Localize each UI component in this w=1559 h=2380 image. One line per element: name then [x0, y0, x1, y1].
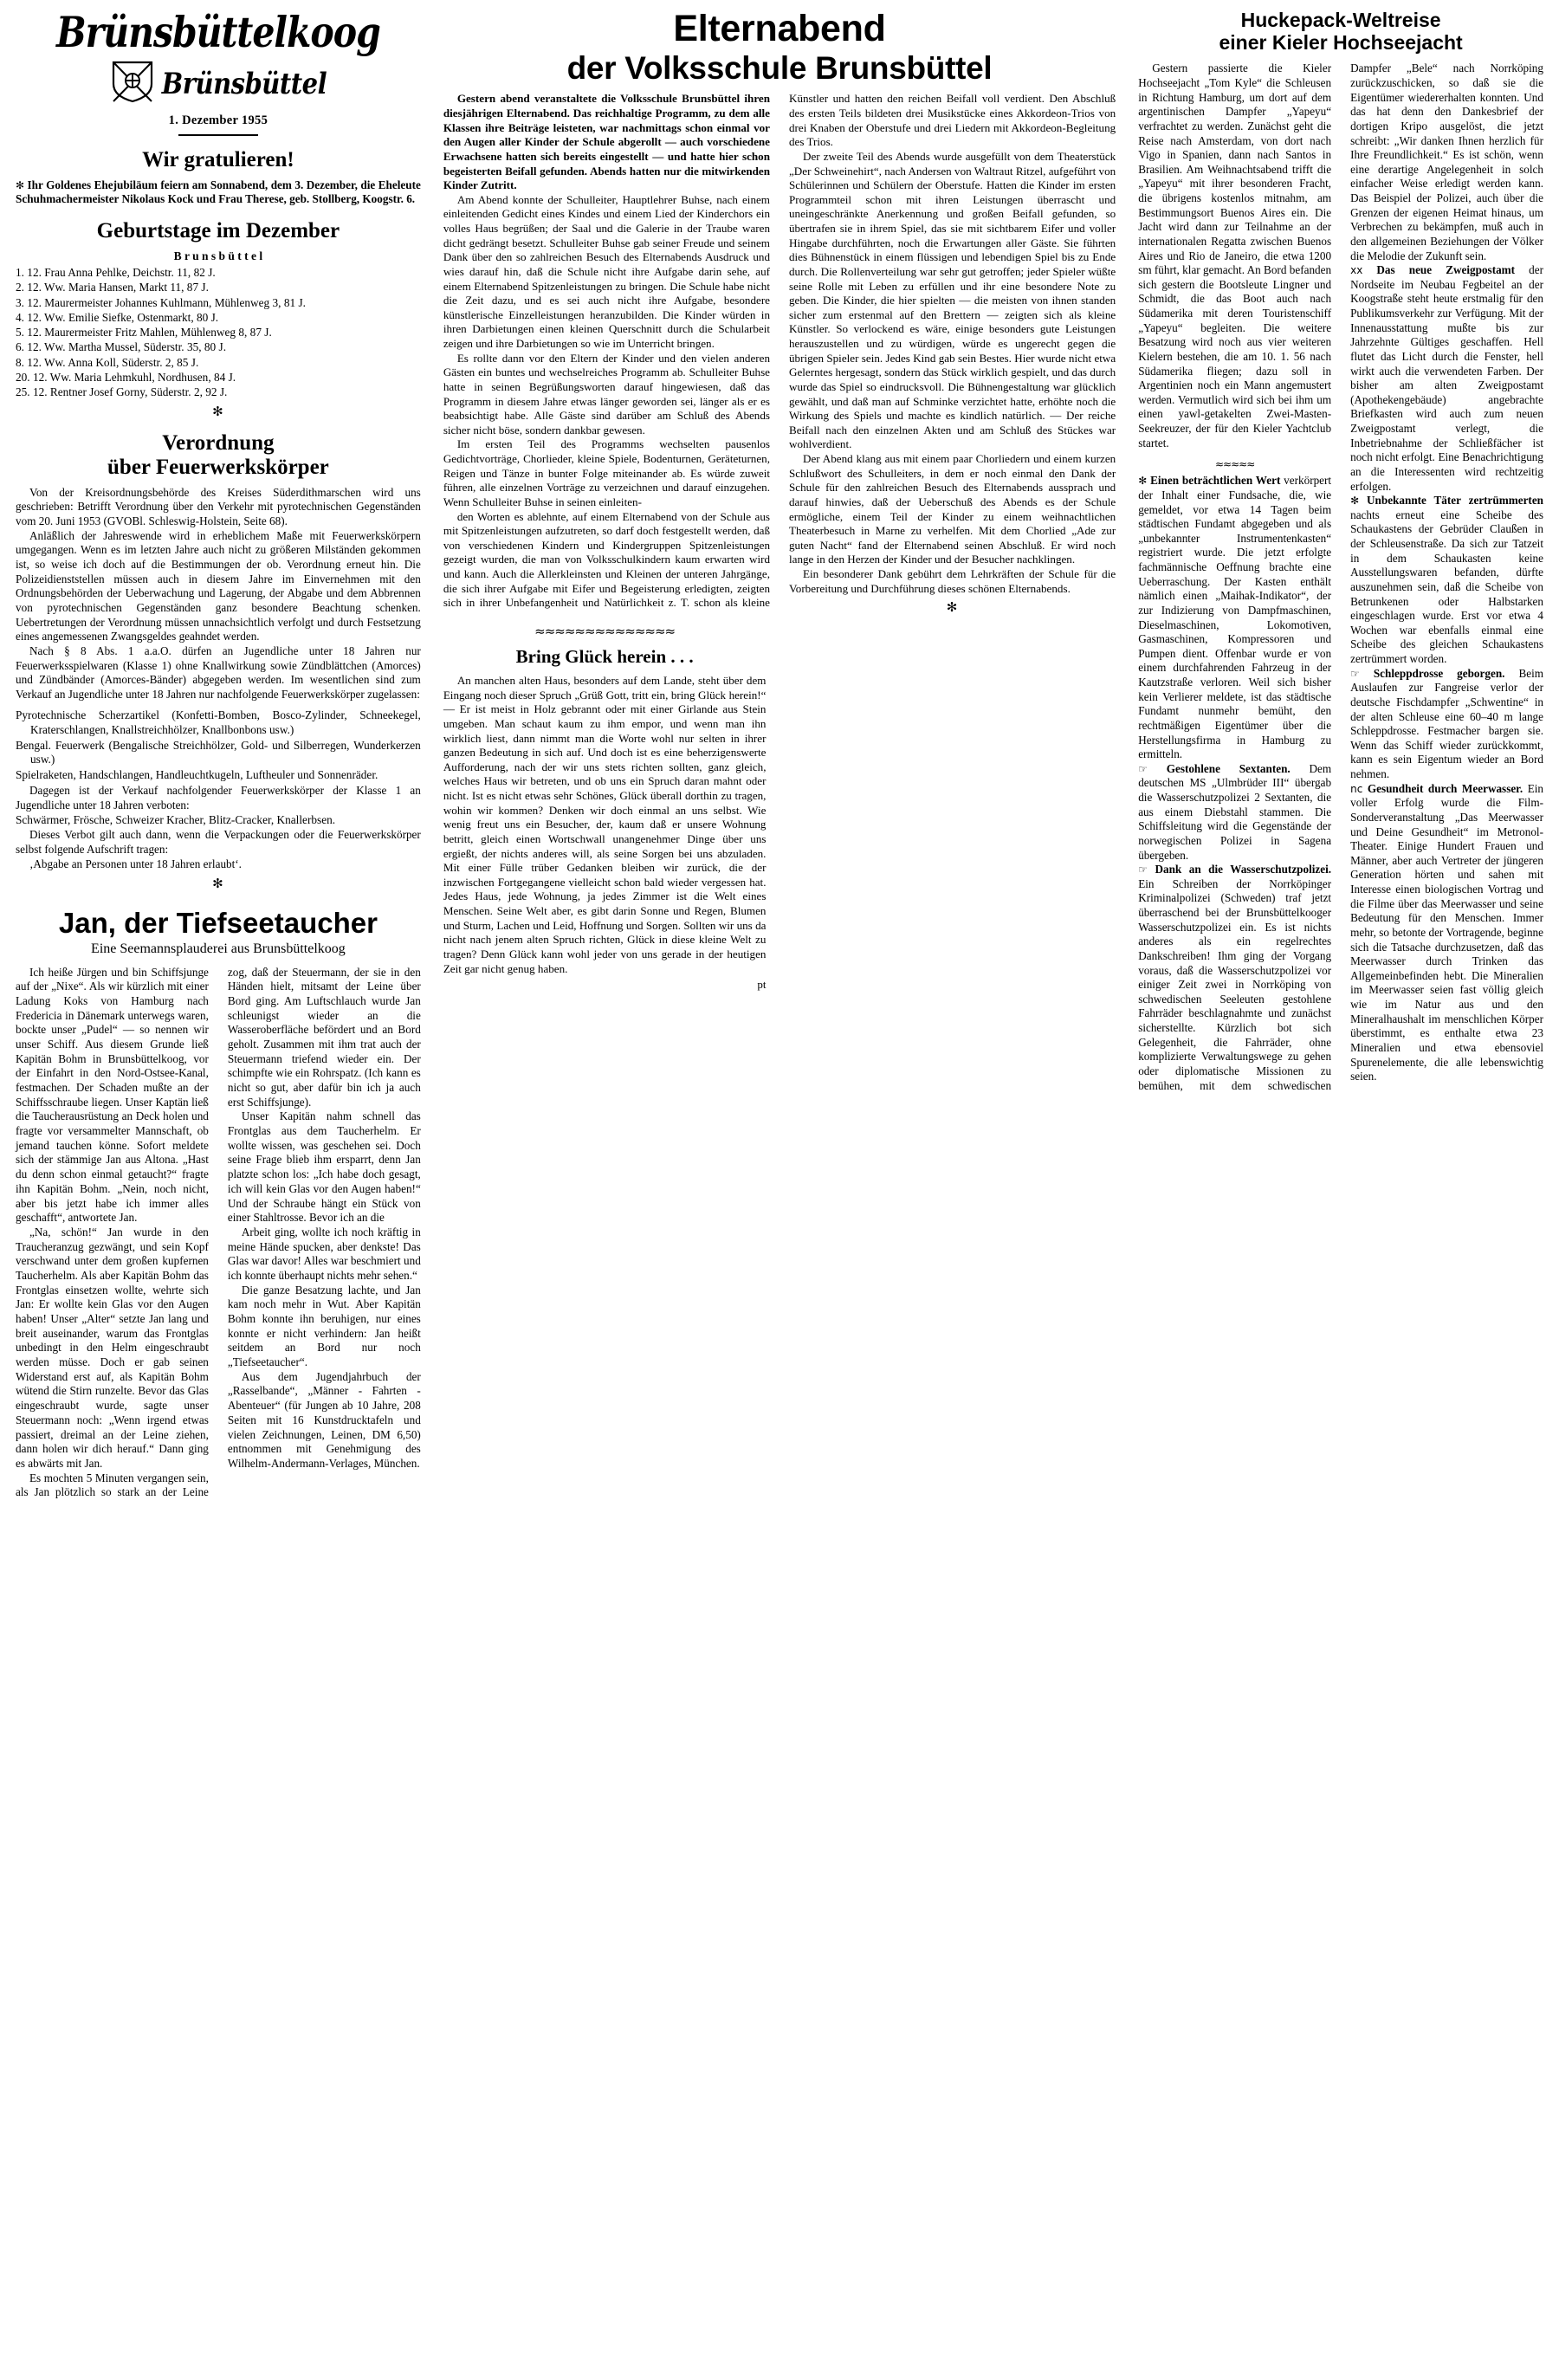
right-article-body — [1138, 61, 1543, 1093]
list-item: 2. 12. Ww. Maria Hansen, Markt 11, 87 J. — [16, 281, 209, 294]
fireworks-p4: Dagegen ist der Verkauf nachfolgender Feuerwerkskörper der Klasse 1 an Jugendliche unter 18 Jahren verboten: — [16, 784, 421, 812]
jan-para: Unser Kapitän nahm schnell das Frontglas aus dem Taucherhelm. Er wollte wissen, was geschehen sei. Doch seine Frage blieb ihm ersparrt, denn Jan platzte schon los: „Ich habe doch gesagt, ich will kein Glas vor den Augen haben!“ Und der Schraube hängt ein Stück von einer Stahltrosse. Bevor ich an die — [227, 1109, 421, 1225]
fireworks-heading-line2: über Feuerwerkskörper — [107, 455, 329, 479]
main-headline-line1: Elternabend — [673, 8, 886, 49]
pointing-hand-icon: ☞ — [1138, 762, 1148, 775]
congratulations-body: Ihr Goldenes Ehejubiläum feiern am Sonnabend, dem 3. Dezember, die Eheleute Schuhmachermeister Nikolaus Kock und Frau Therese, geb. Stollberg, Koogstr. 6. — [16, 178, 421, 206]
fundsache-lead: Einen beträchtlichen Wert — [1150, 474, 1281, 488]
sextanten-text: Dem deutschen MS „Ulmbrüder III“ übergab die Wasserschutzpolizei 2 Sextanten, die aus einem Diebstahl stammen. Die Schiffsleitung wird die Gegenstände der norwegischen Polizei in Sagena übergeben. — [1138, 761, 1332, 862]
yacht-para: Gestern passierte die Kieler Hochseejacht „Tom Kyle“ die Schleusen in Richtung Hamburg, um dort auf dem argentinischen Dampfer „Yapeyu“ verfrachtet zu werden. Zunächst geht die Reise nach Amsterdam, von dort nach Vigo in Spanien, dann nach Santos in Brasilien. Am Weihnachtsabend trifft die „Yapeyu“ mit ihrer besonderen Fracht, die übrigens kostenlos mitnahm, am Bestimmungsort Buenos Aires ein. Die Jacht wird dann zur Teilnahme an der internationalen Regatta zwischen Buenos Aires und Rio de Janeiro, die etwa 1200 sm führt, klar gemacht. An Bord befanden sich gestern die Bootsleute Lingner und Schmidt, die das Boot auch nach Südamerika mit deren Touristenschiff „Yapeyu“ begleiten. Die weitere Besatzung wird noch aus vier weiteren Kielern bestehen, die am 10. 1. 56 nach Südamerika fliegen; dazu soll in Argentinien noch ein Mann angemustert werden. Vermutlich wird sich bei ihm um einen yawl-getakelten Zwei-Masten-Seekreuzer, der für den Kieler Yachtclub startet. — [1138, 61, 1332, 449]
fireworks-item: Spielraketen, Handschlangen, Handleuchtkugeln, Luftheuler und Sonnenräder. — [16, 768, 378, 782]
meerwasser-text: Ein voller Erfolg wurde die Film-Sonderveranstaltung „Das Meerwasser und Deine Gesundheit“ im Metronol-Theater. Einige Hundert Frauen und Männer, aber auch Vertreter der jüngeren Generation hörten und sahen mit Interesse einen biologischen Vortrag und die Filme über das Meerwasser und seine Bedeutung für den Menschen. Immer mehr, so betonte der Vortragende, beginne sich die Tatsache durchzusetzen, daß das Meerwasser durch Trinken das Allgemeinbefinden hebt. Die Mineralien im Meerwasser seien fast völlig gleich wie im Natur aus und den Mineralhaushalt im menschlichen Körper überstimmt, es enthalte etwa 23 Mineralien und etwa ebensoviel Spurenelemente, die alle lebenswichtig seien. — [1350, 781, 1544, 1083]
snowflake-icon: ✻ — [16, 178, 25, 191]
taeter-para — [1350, 494, 1543, 667]
fireworks-p3: Nach § 8 Abs. 1 a.a.O. dürfen an Jugendliche unter 18 Jahren nur Feuerwerksspielwaren (Klasse 1) ohne Knallwirkung sowie Zündblättchen (Amorces) und Zündbänder (Amorces-Bänder) abgegeben werden. Im wesentlichen sind zum Verkauf an Jugendliche unter 18 Jahren nur nachfolgende Feuerwerkskörper zugelassen: — [16, 644, 421, 702]
elternabend-para: Es rollte dann vor den Eltern der Kinder und den vielen anderen Gästen ein buntes und wechselreiches Programm ab. Schulleiter Buhse hatte in seinen Begrüßungsworten darauf hingewiesen, daß das Programm in diesem Jahre etwas länger geworden sei, länger als er es beabsichtigt habe. Alle Gäste sind darüber am Schluß des Abends sicher nicht böse, sondern dankbar gewesen. — [443, 351, 770, 437]
dank-lead: Dank an die Wasserschutzpolizei. — [1155, 863, 1332, 876]
bullet-icon: nc — [1350, 782, 1363, 795]
list-item: 6. 12. Ww. Martha Mussel, Süderstr. 35, 80 J. — [16, 340, 227, 354]
main-headline-line2: der Volksschule Brunsbüttel — [566, 50, 993, 87]
snowflake-icon: ✻ — [1350, 495, 1360, 508]
coat-of-arms-icon — [110, 60, 155, 103]
schlepptrosse-text: Beim Auslaufen zur Fangreise verlor der deutsche Fischdampfer „Schwentine“ in der alten Schleuse eine 60–40 m lange Schleppdrosse. Festmacher bargen sie. Wenn das Schiff wieder zurückkommt, kann es sein Eigentum wieder an Bord nehmen. — [1350, 666, 1544, 781]
left-column — [16, 9, 421, 2380]
schlepptrosse-lead: Schleppdrosse geborgen. — [1373, 666, 1505, 680]
jan-para: Arbeit ging, wollte ich noch kräftig in meine Hände spucken, aber denkste! Das Glas war davor! Alles war beschmiert und ich konnte überhaupt nichts mehr sehen.“ — [227, 1225, 421, 1282]
meerwasser-lead: Gesundheit durch Meerwasser. — [1367, 781, 1523, 795]
birthdays-place: B r u n s b ü t t e l — [173, 249, 263, 262]
yacht-headline-line1: Huckepack-Weltreise — [1240, 9, 1441, 31]
right-column — [1138, 9, 1543, 2380]
jan-article-body — [16, 966, 421, 1500]
sextanten-lead: Gestohlene Sextanten. — [1166, 761, 1291, 775]
list-item: 8. 12. Ww. Anna Koll, Süderstr. 2, 85 J. — [16, 355, 199, 369]
glueck-title: Bring Glück herein . . . — [515, 646, 694, 668]
elternabend-para: Der zweite Teil des Abends wurde ausgefüllt von dem Theaterstück „Der Schweinehirt“, nach Andersen von Waltraut Ritzel, aufgeführt von Schülerinnen und Schülern der Oberstufe. Hatten die Kinder im ersten Programmteil schon mit ihren Leistungen überrascht und uneingeschränkte Anerkennung und großen Beifall gefunden, so übertrafen sie in ihrem Spiel, das sie mit sichtbarem Eifer und voller Hingabe durchführten, noch die Erwartungen aller Gäste. Sie führten dies Bühnenstück in einem flüssigen und lebendigen Spiel bis zu Ende durch. Die Rollenverteilung war sehr gut getroffen; jeder Spieler wüßte seine Rolle mit Leben zu erfüllen und ihr eine besondere Note zu geben. Die Kinder, die hier spielten — die meisten von ihnen standen sicher zum erstenmal auf den Brettern — zeigten sich als kleine Künstler. So verlockend es wäre, einige besonders gute Leistungen herauszustellen und zu würdigen, würde es ungerecht gegen die übrigen Spieler sein. Jedes Kind gab sein Bestes. Hier wurde nicht etwa Gelerntes hergesagt, sondern das Stück wirklich gespielt, und das durch wurde das Spiel so eindrucksvoll. Die Bühnengestaltung war glücklich gewählt, und daß man auf Schminke verzichtet hatte, erhöhte noch die Wirkung des Spiels und machte es kindlich natürlich. — Der reiche Beifall nach den einzelnen Akten und am Schluß des Stückes war wohlverdient. — [789, 149, 1116, 451]
list-item: 3. 12. Maurermeister Johannes Kuhlmann, Mühlenweg 3, 81 J. — [16, 295, 306, 309]
list-item: 4. 12. Ww. Emilie Siefke, Ostenmarkt, 80 J. — [16, 310, 219, 324]
glueck-signature: pt — [757, 978, 767, 992]
fireworks-p2: Anläßlich der Jahreswende wird in erheblichem Maße mit Feuerwerkskörpern umgegangen. Wenn es im letzten Jahre auch nicht zu größeren Milständen gekommen ist, so weise ich doch auf die Bestimmungen der ob. Verordnung erneut hin. Die Polizeidienststellen müssen auch in diesem Jahre im Einvernehmen mit den Ordnungsbehörden der Ueberwachung und Lagerung, der Abgabe und dem Abbrennen von pyrotechnischen Gegenständen ganz besondere Beachtung schenken. Uebertretungen der Verordnung müssen unnachsichtlich verfolgt und durch Festsetzung eines angemessenen Zwangsgeldes geahndet werden. — [16, 528, 421, 644]
fireworks-item: Schwärmer, Frösche, Schweizer Kracher, Blitz-Cracker, Knallerbsen. — [16, 812, 336, 826]
fireworks-p5: Dieses Verbot gilt auch dann, wenn die Verpackungen oder die Feuerwerkskörper selbst folgende Aufschrift tragen: — [16, 828, 421, 857]
pointing-hand-icon: xx — [1350, 264, 1363, 277]
main-headline — [443, 9, 1116, 86]
section-divider-star: ✻ — [212, 404, 224, 419]
sextanten-para — [1138, 762, 1331, 863]
congratulations-heading: Wir gratulieren! — [142, 147, 294, 171]
list-item: 1. 12. Frau Anna Pehlke, Deichstr. 11, 82 J. — [16, 265, 216, 279]
taeter-text: nachts erneut eine Scheibe des Schaukastens der Gebrüder Claußen in der Schleusenstraße. Da sich zur Tatzeit in dem Schaukasten keine Ausstellungswaren befanden, dürfte auszunehmen sein, daß die Scheibe von Betrunkenen oder Halbstarken eingeschlagen wurde. Erst vor etwa 4 Wochen war ebenfalls einmal eine Scheibe des gleichen Schaukastens zertrümmert worden. — [1350, 508, 1543, 666]
jan-para: Ich heiße Jürgen und bin Schiffsjunge auf der „Nixe“. Als wir kürzlich mit einer Ladung Koks von Hamburg nach Fredericia in Dänemark unterwegs waren, bockte unser „Pudel“ — so nennen wir unser Schiff. Aus diesem Grunde ließ Kapitän Bohm in Brunsbüttelkoog, vor der Einfahrt in den Nord-Ostsee-Kanal, festmachen. Der Schaden mußte an der Schiffsschraube liegen. Unser Kaptän ließ die Taucherausrüstung an Deck holen und fragte vor versammelter Mannschaft, ob jemand tauchen könne. Sofort meldete sich der stämmige Jan aus Altona. „Hast du denn schon einmal getaucht?“ fragte ihn Kapitän Bohm. „Nein, noch nicht, aber bis jetzt habe ich immer alles geschafft“, antwortete Jan. — [16, 965, 209, 1225]
list-item: 20. 12. Ww. Maria Lehmkuhl, Nordhusen, 84 J. — [16, 370, 236, 384]
congratulations-text — [16, 178, 421, 207]
wave-divider: ≈≈≈≈≈≈≈≈≈≈≈≈≈≈ — [534, 624, 676, 640]
elternabend-para: Im ersten Teil des Programms wechselten pausenlos Gedichtvorträge, Chorlieder, kleine Spiele, Bodenturnen, Geräteturnen, Reigen und Tänze in bunter Folge miteinander ab. Es würde zuweit führen, alle einzelnen Vorträge zu verzeichnen und darauf einzugehen. Wenn Schulleiter Buhse in seinen einleiten- — [443, 437, 770, 508]
section-divider-star: ✻ — [212, 876, 224, 891]
list-item: 5. 12. Maurermeister Fritz Mahlen, Mühlenweg 8, 87 J. — [16, 326, 272, 340]
fireworks-p1: Von der Kreisordnungsbehörde des Kreises Süderdithmarschen wird uns geschrieben: Betrifft Verordnung über den Verkehr mit pyrotechnischen Gegenständen vom 20. Juni 1953 (GVOBl. Schleswig-Holstein, Seite 68). — [16, 485, 421, 527]
elternabend-para: Am Abend konnte der Schulleiter, Hauptlehrer Buhse, nach einem einleitenden Gedicht eines Kindes und einem Lied der Kinderchors ein volles Haus begrüßen; der Saal und die Galerie in der Traube waren dicht gedrängt besetzt. Schulleiter Buhse gab seiner Freude und seinem Dank über den so zahlreichen Besuch des Elternabends Ausdruck und wies darauf hin, daß die Schule nicht ihre Aufgabe darin sehe, auf einem Elternabend Spitzenleistungen zu bringen. Die Schule habe nicht die Zeit dazu, und es sei auch nicht ihre Aufgabe, besondere künstlerische Einzelleistungen heranzubilden. Die Kinder würden in ihren Darbietungen einen kleinen Querschnitt durch die Schularbeit zeigen und ihre Darbietungen so wie im Unterricht bringen. — [443, 192, 770, 351]
yacht-headline — [1138, 9, 1543, 54]
taeter-lead: Unbekannte Täter zertrümmerten — [1367, 494, 1544, 508]
jan-title: Jan, der Tiefseetaucher — [58, 906, 378, 939]
elternabend-lead: Gestern abend veranstaltete die Volksschule Brunsbüttel ihren diesjährigen Elternabend. Das reichhaltige Programm, zu dem alle Klassen ihre Beiträge leisteten, war nachmittags schon einmal vor den Augen aller Kinder der Schule abgerollt — auch vorschiedene Erwachsene hatten sich bereits eingestellt — und hatte hier schon begeisterten Beifall gefunden. Abends hatten nur die mitwirkenden Kinder Zutritt. — [443, 92, 770, 192]
fundsache-text: verkörpert der Inhalt einer Fundsache, die, wie gemeldet, vor etwa 14 Tagen beim städtischen Fundamt abgegeben und als „unbekannter Instrumentenkasten“ registriert wurde. Die jetzt erfolgte fachmännische Oeffnung brachte eine Ueberraschung. Der Kasten enthält nämlich einen „Maihak-Indikator“, der zur Indizierung von Dampfmaschinen, Dieselmaschinen, Lokomotiven, Gasmaschinen, Kompressoren und Pumpen dient. Offenbar wurde er von einem durchfahrenden Fahrzeug in der Kautzstraße verloren. Weil sich bisher kein Verlierer meldete, ist das städtische Fundamt nunmehr bemüht, den rechtmäßigen Eigentümer über die Herstellungsfirma in Hamburg zu ermitteln. — [1138, 474, 1332, 761]
elternabend-para: den Worten es ablehnte, auf einem Elternabend von der Schule aus mit Spitzenleistungen aufzutreten, so darf doch festgestellt werden, daß von verschiedenen Kindern und Kindergruppen Spitzenleistungen gezeigt wurden, die man von Volksschulkindern kaum erwarten wird und kann. Auch die Allerkleinsten und Kleinen der unteren Jahrgänge, die sich ihrer Aufgabe mit Eifer und Begeisterung erledigten, zeigten sich in ihrer Unbefangenheit und Natürlichkeit z. T. schon als kleine Künstler und hatten den reichen Beifall voll verdient. Den Abschluß des ersten Teils bildeten drei Musikstücke eines Akkordeon-Trios von drei Knaben der Oberstufe und drei Liedern mit Akkordeon-Begleitung des Trios. — [443, 92, 1116, 610]
masthead-title: Brünsbüttelkoog — [56, 8, 380, 57]
masthead-date: 1. Dezember 1955 — [168, 113, 268, 127]
middle-column — [443, 9, 1116, 2380]
birthdays-heading: Geburtstage im Dezember — [96, 218, 340, 243]
elternabend-article-body — [443, 92, 1116, 616]
pointing-hand-icon: ☞ — [1138, 863, 1148, 876]
fireworks-item: Pyrotechnische Scherzartikel (Konfetti-Bomben, Bosco-Zylinder, Schneekegel, Kraterschlangen, Knallstreichhölzer, Knallbonbons usw.) — [16, 708, 421, 736]
fundsache-para — [1138, 474, 1331, 762]
yacht-headline-line2: einer Kieler Hochseejacht — [1219, 31, 1463, 55]
elternabend-para: Ein besonderer Dank gebührt dem Lehrkräften der Schule für die Vorbereitung und Durchführung dieses schönen Elternabends. — [789, 567, 1116, 595]
birthdays-list — [16, 265, 421, 400]
jan-para: Die ganze Besatzung lachte, und Jan kam noch mehr in Wut. Aber Kapitän Bohm konnte ihn beruhigen, nur eines konnte er nicht verhindern: Jan heißt seitdem an Bord nur noch „Tiefseetaucher“. — [227, 1283, 421, 1369]
postamt-text: der Nordseite im Neubau Fegbeitel an der Koogstraße steht heute erstmalig für den Publikumsverkehr zur Verfügung. Mit der Innenausstattung mußte bis zur Jahrzehnte Gültiges geschaffen. Hell flutet das Licht durch die Fenster, hell wirkt auch die verwendeten Farben. Der bisher am alten Zweigpostamt (Apothekengebäude) angebrachte Briefkasten wird auch zum neuen Zweigpostamt verlegt, die Inbetriebnahme der Schließfächer ist noch nicht erfolgt. Eine Benachrichtigung an die Interessenten wird rechtzeitig erfolgen. — [1350, 263, 1543, 493]
postamt-para — [1350, 263, 1543, 494]
fireworks-p6: ‚Abgabe an Personen unter 18 Jahren erlaubt‘. — [29, 857, 242, 870]
wave-divider: ≈≈≈≈≈ — [1215, 458, 1255, 471]
postamt-lead: Das neue Zweigpostamt — [1376, 263, 1516, 277]
masthead — [16, 8, 421, 136]
fireworks-item: Bengal. Feuerwerk (Bengalische Streichhölzer, Gold- und Silberregen, Wunderkerzen usw.) — [16, 738, 421, 766]
pointing-hand-icon: ☞ — [1350, 667, 1360, 680]
fireworks-heading-line1: Verordnung — [162, 430, 275, 455]
meerwasser-para — [1350, 782, 1543, 1084]
section-divider-star: ✻ — [946, 601, 959, 616]
dank-text: Ein Schreiben der Norrköpinger Kriminalpolizei (Schweden) traf jetzt überraschend bei der Brunsbüttelkooger Wasserschutzpolizei ein. Es ist nichts anderes als ein regelrechtes Dankschreiben! Ihm ging der Vorgang voraus, daß die Wasserschutzpolizei vor einiger Zeit zwei in Norrköping von schwedischen Seeleuten gestohlene Fahrräder beschlagnahmte und zunächst sicherstellte. Kürzlich bot sich Gelegenheit, die Fahrräder, ohne komplizierte Verwaltungswege zu gehen oder diplomatische Missionen zu bemühen, mit dem schwedischen Dampfer „Bele“ nach Norrköping zurückzuschicken, so daß sie die Eigentümer wiedererhalten konnten. Und das hat denn den Dankesbrief der dortigen Kripo ausgelöst, die jetzt schreibt: „Wir danken Ihnen herzlich für Ihre Freundlichkeit.“ Es ist schön, wenn eine derartige Angelegenheit in solch einfacher Weise erledigt werden kann. Das Beispiel der Polizei, auch über die Grenzen der eigenen Heimat hinaus, um Verbrechen zu bekämpfen, muß auch in den allgemeinen Beziehungen der Völker die Melodie der Zukunft sein. — [1138, 61, 1543, 1092]
list-item: 25. 12. Rentner Josef Gorny, Süderstr. 2, 92 J. — [16, 385, 228, 399]
jan-para: Es mochten 5 Minuten vergangen sein, als Jan plötzlich so stark an der Leine zog, daß der Steuermann, der sie in den Händen hielt, mitsamt der Leine über Bord ging. Am Luftschlauch wurde Jan schleunigst wieder an die Wasseroberfläche befördert und an Bord geholt. Zusammen mit ihm trat auch der Steuermann triefend wieder ein. Der schimpfte wie ein Rohrspatz. (Ich kann es nicht so gut, aber dafür bin ich ja auch erst Schiffsjunge). — [16, 965, 421, 1499]
snowflake-icon: ✻ — [1138, 475, 1148, 488]
fireworks-heading — [16, 431, 421, 480]
elternabend-para: Der Abend klang aus mit einem paar Chorliedern und einem kurzen Schlußwort des Schulleiters, in dem er noch einmal den Dank der Schule für den zahlreichen Besuch des Elternabends aussprach und darauf hinwies, daß der Ueberschuß des Abends es der Schule ermögliche, einem Teil der Kinder zu einem weihnachtlichen Theaterbesuch in Marne zu verhelfen. Mit dem Chorlied „Ade zur guten Nacht“ fand der Elternabend seinen Abschluß. Er wird noch lange in den Herzen der Kinder und der Besucher nachklingen. — [789, 452, 1116, 566]
masthead-rule — [178, 134, 258, 136]
glueck-para: An manchen alten Haus, besonders auf dem Lande, steht über dem Eingang noch dieser Spruch „Grüß Gott, tritt ein, bring Glück herein!“ — Er ist meist in Holz gebrannt oder mit einer Girlande aus Stein umgeben. Man schaut kaum zu ihm empor, und wenn man ihn wirklich liest, dann nimmt man die Worte wohl nur selten in ihrer ganzen Bedeutung in sich auf. Und doch ist es eine beherzigenswerte Aufforderung, nach der wir uns stets richten sollten, ganz gleich, welches Haus wir betreten, und ob uns ein Spruch daran mahnt oder nicht. Ist es nicht etwas sehr Schönes, Glück überall dorthin zu tragen, wohin wir kommen? Denken wir doch einmal an uns selbst. Wie wenig freut uns ein Besucher, der, kaum daß er unsere Wohnung betritt, gleich einen Wortschwall unangenehmer Dinge über uns ergießt, der nichts anderes will, als seine Sorgen bei uns abzuladen. Mit einer Fülle trüber Gedanken bleiben wir zurück, die der inzwischen Fortgegangene vielleicht schon bald wieder vergessen hat. Jedes Haus, jede Wohnung, ja jedes Zimmer ist die Welt eines Menschen. Seine Welt aber, es gibt darin Sonne und Regen, Blumen und Sturm, Lachen und Leid, Hoffnung und Sorgen. Sollten wir uns da nicht nach jenem alten Spruch richten, Glück in diese kleine Welt zu tragen? Denn Glück kann wohl jeder von uns gerade in der heutigen Zeit gar nicht genug haben. — [443, 674, 767, 975]
masthead-subtitle: Brünsbüttel — [161, 67, 327, 101]
jan-para: Aus dem Jugendjahrbuch der „Rasselbande“, „Männer - Fahrten - Abenteuer“ (für Jungen ab 10 Jahre, 208 Seiten mit 16 Kunstdrucktafeln und vielen Zeichnungen, Leinen, DM 6,50) entnommen mit Genehmigung des Wilhelm-Andermann-Verlages, München. — [227, 1369, 421, 1470]
schlepptrosse-para — [1350, 667, 1543, 782]
masthead-crest-row — [16, 60, 421, 103]
jan-subtitle: Eine Seemannsplauderei aus Brunsbüttelkoog — [91, 941, 346, 956]
jan-para: „Na, schön!“ Jan wurde in den Traucheranzug gezwängt, und sein Kopf verschwand unter dem großen kupfernen Taucherhelm. Als aber Kapitän Bohm das Frontglas einsetzen wollte, wehrte sich Jan: Er wollte kein Glas vor den Augen haben! Unser „Alter“ setzte Jan lang und breit auseinander, warum das Frontglas unbedingt in den Helm eingeschraubt werden müsse. Doch er gab seinen Widerstand erst auf, als Kapitän Bohm wütend die Stirn runzelte. Bevor das Glas eingeschraubt wurde, sagte unser Steuermann noch: „Wenn irgend etwas passiert, dreimal an der Leine ziehen, dann holen wir dich herauf.“ Dann ging es abwärts mit Jan. — [16, 1225, 209, 1470]
